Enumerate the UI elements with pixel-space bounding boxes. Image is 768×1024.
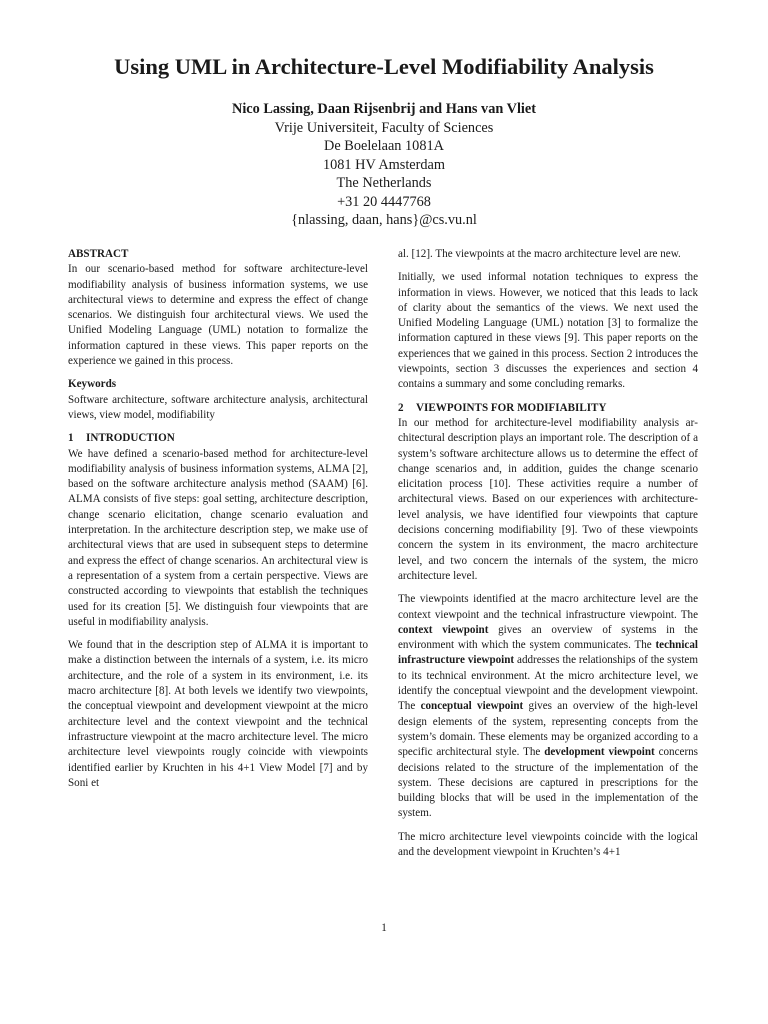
author-names: Nico Lassing, Daan Rijsenbrij and Hans van Vliet (232, 101, 536, 117)
abstract-heading: ABSTRACT (68, 248, 129, 260)
email-addresses: {nlassing, daan, hans}@cs.vu.nl (291, 212, 477, 228)
viewpoints-paragraph-1: In our method for architecture-level modifiability analysis architectural description plays an important role. The description of a system’s software architecture allows us to determine the effect of change scenarios and, in addition, guides the change scenario elicitation process [10]. These activities require a number of architectural views. Based on our experiences with architecture-level analysis, we have identified four viewpoints that capture decisions concerning modifiability [9]. Two of these viewpoints concern the system in its environment, the macro architecture level, and two concern the internals of the system, the micro architecture level. (398, 416, 698, 582)
viewpoints-heading (398, 401, 698, 416)
intro-heading-text: INTRODUCTION (86, 432, 175, 445)
intro-heading (68, 431, 368, 446)
street-address: De Boelelaan 1081A (324, 138, 444, 154)
country: The Netherlands (336, 175, 432, 191)
left-column (68, 247, 368, 799)
text-run: gives an overview of the high-level design elements of the system, representing concepts from the system’s domain. These elements may be organized according to a specific architectural style. The (398, 700, 699, 759)
text-run: The viewpoints identified at the macro architecture level are the context viewpoint and the technical infrastructure viewpoint. The (398, 593, 698, 621)
page-number: 1 (381, 922, 387, 934)
text-run: addresses the relationships of the system to its technical environment. At the micro architecture level, we identify the conceptual viewpoint and the development viewpoint. The (398, 654, 698, 713)
term-development-viewpoint: development viewpoint (544, 746, 655, 759)
paper-title: Using UML in Architecture-Level Modifiability Analysis (114, 54, 654, 79)
keywords-heading: Keywords (68, 378, 117, 391)
viewpoints-section-number: 2 (398, 401, 404, 414)
city-address: 1081 HV Amsterdam (322, 156, 446, 173)
term-conceptual-viewpoint: conceptual viewpoint (420, 700, 524, 713)
term-context-viewpoint: context viewpoint (398, 623, 489, 636)
affiliation: Vrije Universiteit, Faculty of Sciences (274, 119, 494, 136)
viewpoints-heading-text: VIEWPOINTS FOR MODIFIABILITY (416, 401, 607, 414)
abstract-text: In our scenario-based method for software architecture-level modifiability analysis of business information systems, we use architectural views to determine and express the effect of change scenarios. We distinguish four architectural views. We used the Unified Modeling Language (UML) notation to formalize the information captured in these views. This paper reports on the experience we gained in this process. (68, 263, 368, 368)
text-run: gives an overview of systems in the environment with which the system communicates. The (398, 623, 698, 652)
keywords-text: Software architecture, software architecture analysis, architectural views, view model, modifiability (68, 393, 368, 421)
intro-paragraph-2-continued: al. [12]. The viewpoints at the macro architecture level are new. (398, 248, 681, 260)
intro-paragraph-3: Initially, we used informal notation techniques to express the information in views. However, we noticed that this leads to lack of clarity about the semantics of the views. We next used the Unified Modeling Language (UML) notation [3] to formalize the information captured in these views [9]. This paper reports on the experiences that we gained in this process. Section 2 introduces the viewpoints, section 3 discusses the experiences and section 4 contains a summary and some concluding remarks. (398, 271, 698, 391)
author-block (0, 100, 768, 230)
phone-number: +31 20 4447768 (337, 193, 431, 210)
viewpoints-paragraph-2 (398, 592, 698, 821)
intro-paragraph-1: We have defined a scenario-based method for architecture-level modifiability analysis of business information systems, ALMA [2], based on the software architecture analysis method (SAAM) [6]. ALMA consists of five steps: goal setting, architecture description, change scenario elicitation, change scenario evaluation and interpretation. In the architecture description step, we make use of architectural views that are used in subsequent steps to determine and express the effect of change scenarios. An architectural view is a representation of a system from a certain perspective. Views are constructed according to viewpoints that establish the techniques used for its creation [5]. We distinguish four viewpoints that are useful in modifiability analysis. (68, 447, 368, 628)
right-column (398, 247, 698, 868)
intro-paragraph-2: We found that in the description step of ALMA it is important to make a distinction between the internals of a system, i.e. its micro architecture, and the role of a system in its environment, i.e. its macro architecture [8]. At both levels we identify two viewpoints, the conceptual viewpoint and development viewpoint at the micro architecture level and the context viewpoint and the technical infrastructure viewpoint at the macro architecture level. The micro architecture level viewpoints rougly coincide with viewpoints identified earlier by Kruchten in his 4+1 View Model [7] and by Soni et (68, 639, 368, 789)
viewpoints-paragraph-3: The micro architecture level viewpoints coincide with the logical and the development viewpoint in Kruchten’s 4+1 (398, 830, 698, 858)
intro-section-number: 1 (68, 432, 74, 445)
text-run: concerns decisions related to the structure of the implementation of the system. These decisions are captured in prescriptions for the building blocks that will be used in the implementation of the system. (398, 746, 698, 820)
term-technical-infrastructure-viewpoint: technical infrastructure viewpoint (398, 639, 698, 667)
